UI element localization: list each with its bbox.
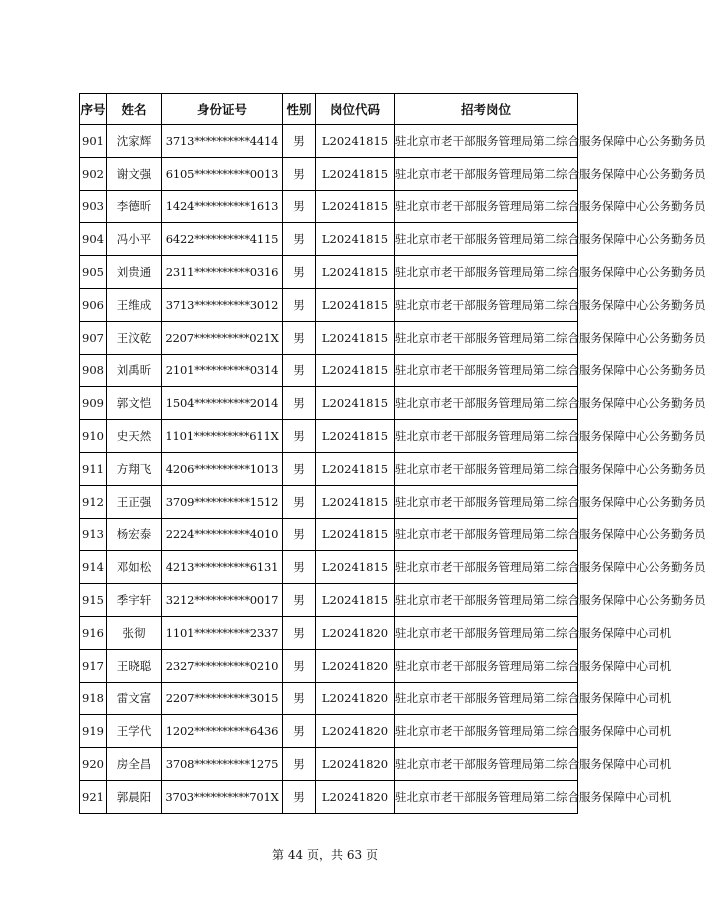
cell-id-number: 1424**********1613 xyxy=(162,190,283,223)
cell-name: 季宇轩 xyxy=(107,584,162,617)
table-row xyxy=(80,748,578,781)
cell-name: 王汶乾 xyxy=(107,321,162,354)
cell-post: 驻北京市老干部服务管理局第二综合服务保障中心公务勤务员 xyxy=(395,157,578,190)
cell-name: 王晓聪 xyxy=(107,649,162,682)
cell-name: 杨宏泰 xyxy=(107,518,162,551)
cell-post: 驻北京市老干部服务管理局第二综合服务保障中心公务勤务员 xyxy=(395,452,578,485)
cell-seq: 915 xyxy=(80,584,107,617)
cell-seq: 921 xyxy=(80,780,107,813)
cell-name: 史天然 xyxy=(107,420,162,453)
cell-gender: 男 xyxy=(283,616,316,649)
cell-seq: 914 xyxy=(80,551,107,584)
table-row xyxy=(80,256,578,289)
cell-post-code: L20241820 xyxy=(316,780,395,813)
header-name: 姓名 xyxy=(107,94,162,125)
table-row xyxy=(80,288,578,321)
cell-name: 刘禹昕 xyxy=(107,354,162,387)
table-row xyxy=(80,649,578,682)
cell-post: 驻北京市老干部服务管理局第二综合服务保障中心公务勤务员 xyxy=(395,420,578,453)
table-row xyxy=(80,354,578,387)
cell-id-number: 1202**********6436 xyxy=(162,715,283,748)
cell-gender: 男 xyxy=(283,321,316,354)
cell-post-code: L20241820 xyxy=(316,649,395,682)
cell-id-number: 4206**********1013 xyxy=(162,452,283,485)
cell-gender: 男 xyxy=(283,125,316,158)
cell-id-number: 6422**********4115 xyxy=(162,223,283,256)
cell-gender: 男 xyxy=(283,715,316,748)
cell-name: 刘贵通 xyxy=(107,256,162,289)
table-row xyxy=(80,780,578,813)
cell-seq: 911 xyxy=(80,452,107,485)
table-row xyxy=(80,682,578,715)
cell-post: 驻北京市老干部服务管理局第二综合服务保障中心司机 xyxy=(395,748,578,781)
cell-gender: 男 xyxy=(283,584,316,617)
cell-seq: 918 xyxy=(80,682,107,715)
cell-post-code: L20241815 xyxy=(316,452,395,485)
cell-post-code: L20241815 xyxy=(316,190,395,223)
footer-suffix: 页 xyxy=(365,848,378,862)
cell-gender: 男 xyxy=(283,288,316,321)
cell-post: 驻北京市老干部服务管理局第二综合服务保障中心公务勤务员 xyxy=(395,321,578,354)
cell-post-code: L20241815 xyxy=(316,157,395,190)
cell-post-code: L20241815 xyxy=(316,551,395,584)
table-row xyxy=(80,420,578,453)
cell-seq: 909 xyxy=(80,387,107,420)
cell-gender: 男 xyxy=(283,190,316,223)
cell-id-number: 3713**********3012 xyxy=(162,288,283,321)
footer-total-pages: 63 xyxy=(346,848,363,862)
cell-post-code: L20241815 xyxy=(316,125,395,158)
cell-id-number: 6105**********0013 xyxy=(162,157,283,190)
cell-seq: 919 xyxy=(80,715,107,748)
cell-post-code: L20241815 xyxy=(316,321,395,354)
cell-id-number: 3709**********1512 xyxy=(162,485,283,518)
cell-id-number: 1101**********611X xyxy=(162,420,283,453)
cell-post-code: L20241815 xyxy=(316,256,395,289)
cell-name: 谢文强 xyxy=(107,157,162,190)
cell-seq: 906 xyxy=(80,288,107,321)
cell-id-number: 4213**********6131 xyxy=(162,551,283,584)
cell-seq: 901 xyxy=(80,125,107,158)
cell-id-number: 3703**********701X xyxy=(162,780,283,813)
cell-post: 驻北京市老干部服务管理局第二综合服务保障中心公务勤务员 xyxy=(395,551,578,584)
cell-post-code: L20241820 xyxy=(316,616,395,649)
cell-gender: 男 xyxy=(283,551,316,584)
cell-seq: 904 xyxy=(80,223,107,256)
cell-post-code: L20241815 xyxy=(316,584,395,617)
cell-id-number: 2101**********0314 xyxy=(162,354,283,387)
cell-seq: 916 xyxy=(80,616,107,649)
cell-seq: 905 xyxy=(80,256,107,289)
cell-name: 王学代 xyxy=(107,715,162,748)
header-seq: 序号 xyxy=(80,94,107,125)
table-row xyxy=(80,584,578,617)
table-row xyxy=(80,321,578,354)
cell-post: 驻北京市老干部服务管理局第二综合服务保障中心公务勤务员 xyxy=(395,256,578,289)
cell-post: 驻北京市老干部服务管理局第二综合服务保障中心公务勤务员 xyxy=(395,125,578,158)
header-row xyxy=(80,94,578,125)
cell-gender: 男 xyxy=(283,485,316,518)
table-row xyxy=(80,387,578,420)
cell-gender: 男 xyxy=(283,518,316,551)
table-row xyxy=(80,485,578,518)
header-post-code: 岗位代码 xyxy=(316,94,395,125)
cell-post: 驻北京市老干部服务管理局第二综合服务保障中心公务勤务员 xyxy=(395,387,578,420)
cell-gender: 男 xyxy=(283,387,316,420)
header-gender: 性别 xyxy=(283,94,316,125)
footer-prefix: 第 xyxy=(272,848,285,862)
cell-name: 李德昕 xyxy=(107,190,162,223)
table-row xyxy=(80,125,578,158)
cell-id-number: 3708**********1275 xyxy=(162,748,283,781)
cell-gender: 男 xyxy=(283,354,316,387)
cell-post: 驻北京市老干部服务管理局第二综合服务保障中心司机 xyxy=(395,649,578,682)
cell-name: 房全昌 xyxy=(107,748,162,781)
table-row xyxy=(80,518,578,551)
cell-post: 驻北京市老干部服务管理局第二综合服务保障中心司机 xyxy=(395,616,578,649)
cell-seq: 912 xyxy=(80,485,107,518)
roster-body xyxy=(80,125,706,814)
cell-seq: 917 xyxy=(80,649,107,682)
cell-post-code: L20241815 xyxy=(316,485,395,518)
cell-post: 驻北京市老干部服务管理局第二综合服务保障中心公务勤务员 xyxy=(395,190,578,223)
cell-post: 驻北京市老干部服务管理局第二综合服务保障中心公务勤务员 xyxy=(395,518,578,551)
table-row xyxy=(80,715,578,748)
table-row xyxy=(80,223,578,256)
cell-seq: 908 xyxy=(80,354,107,387)
cell-seq: 910 xyxy=(80,420,107,453)
cell-name: 王维成 xyxy=(107,288,162,321)
cell-post-code: L20241820 xyxy=(316,682,395,715)
cell-id-number: 3212**********0017 xyxy=(162,584,283,617)
table-row xyxy=(80,190,578,223)
table-row xyxy=(80,616,578,649)
header-id-number: 身份证号 xyxy=(162,94,283,125)
cell-post-code: L20241820 xyxy=(316,715,395,748)
cell-id-number: 2224**********4010 xyxy=(162,518,283,551)
footer-middle: 页，共 xyxy=(306,848,343,862)
cell-id-number: 3713**********4414 xyxy=(162,125,283,158)
cell-gender: 男 xyxy=(283,256,316,289)
cell-seq: 907 xyxy=(80,321,107,354)
cell-name: 邓如松 xyxy=(107,551,162,584)
cell-post-code: L20241815 xyxy=(316,288,395,321)
cell-post-code: L20241815 xyxy=(316,354,395,387)
cell-id-number: 2327**********0210 xyxy=(162,649,283,682)
cell-post-code: L20241815 xyxy=(316,223,395,256)
cell-post-code: L20241815 xyxy=(316,518,395,551)
cell-gender: 男 xyxy=(283,780,316,813)
cell-name: 王正强 xyxy=(107,485,162,518)
cell-seq: 920 xyxy=(80,748,107,781)
cell-name: 张彻 xyxy=(107,616,162,649)
cell-post: 驻北京市老干部服务管理局第二综合服务保障中心司机 xyxy=(395,682,578,715)
table-row xyxy=(80,551,578,584)
cell-gender: 男 xyxy=(283,682,316,715)
cell-id-number: 2207**********021X xyxy=(162,321,283,354)
cell-gender: 男 xyxy=(283,452,316,485)
cell-post: 驻北京市老干部服务管理局第二综合服务保障中心公务勤务员 xyxy=(395,584,578,617)
cell-id-number: 1101**********2337 xyxy=(162,616,283,649)
cell-post-code: L20241815 xyxy=(316,387,395,420)
cell-gender: 男 xyxy=(283,420,316,453)
cell-name: 冯小平 xyxy=(107,223,162,256)
cell-post: 驻北京市老干部服务管理局第二综合服务保障中心公务勤务员 xyxy=(395,223,578,256)
cell-seq: 903 xyxy=(80,190,107,223)
cell-gender: 男 xyxy=(283,649,316,682)
cell-id-number: 2311**********0316 xyxy=(162,256,283,289)
header-post: 招考岗位 xyxy=(395,94,578,125)
cell-post-code: L20241820 xyxy=(316,748,395,781)
cell-name: 雷文富 xyxy=(107,682,162,715)
cell-name: 方翔飞 xyxy=(107,452,162,485)
cell-post: 驻北京市老干部服务管理局第二综合服务保障中心公务勤务员 xyxy=(395,354,578,387)
cell-gender: 男 xyxy=(283,223,316,256)
table-row xyxy=(80,157,578,190)
footer-current-page: 44 xyxy=(287,848,304,862)
cell-gender: 男 xyxy=(283,748,316,781)
cell-post: 驻北京市老干部服务管理局第二综合服务保障中心公务勤务员 xyxy=(395,288,578,321)
cell-post: 驻北京市老干部服务管理局第二综合服务保障中心司机 xyxy=(395,780,578,813)
cell-id-number: 2207**********3015 xyxy=(162,682,283,715)
cell-seq: 902 xyxy=(80,157,107,190)
table-row xyxy=(80,452,578,485)
cell-name: 沈家辉 xyxy=(107,125,162,158)
cell-post: 驻北京市老干部服务管理局第二综合服务保障中心公务勤务员 xyxy=(395,485,578,518)
cell-post: 驻北京市老干部服务管理局第二综合服务保障中心司机 xyxy=(395,715,578,748)
cell-seq: 913 xyxy=(80,518,107,551)
page-footer xyxy=(0,846,650,863)
cell-name: 郭晨阳 xyxy=(107,780,162,813)
cell-name: 郭文恺 xyxy=(107,387,162,420)
cell-post-code: L20241815 xyxy=(316,420,395,453)
cell-id-number: 1504**********2014 xyxy=(162,387,283,420)
roster-table xyxy=(79,93,706,814)
cell-gender: 男 xyxy=(283,157,316,190)
